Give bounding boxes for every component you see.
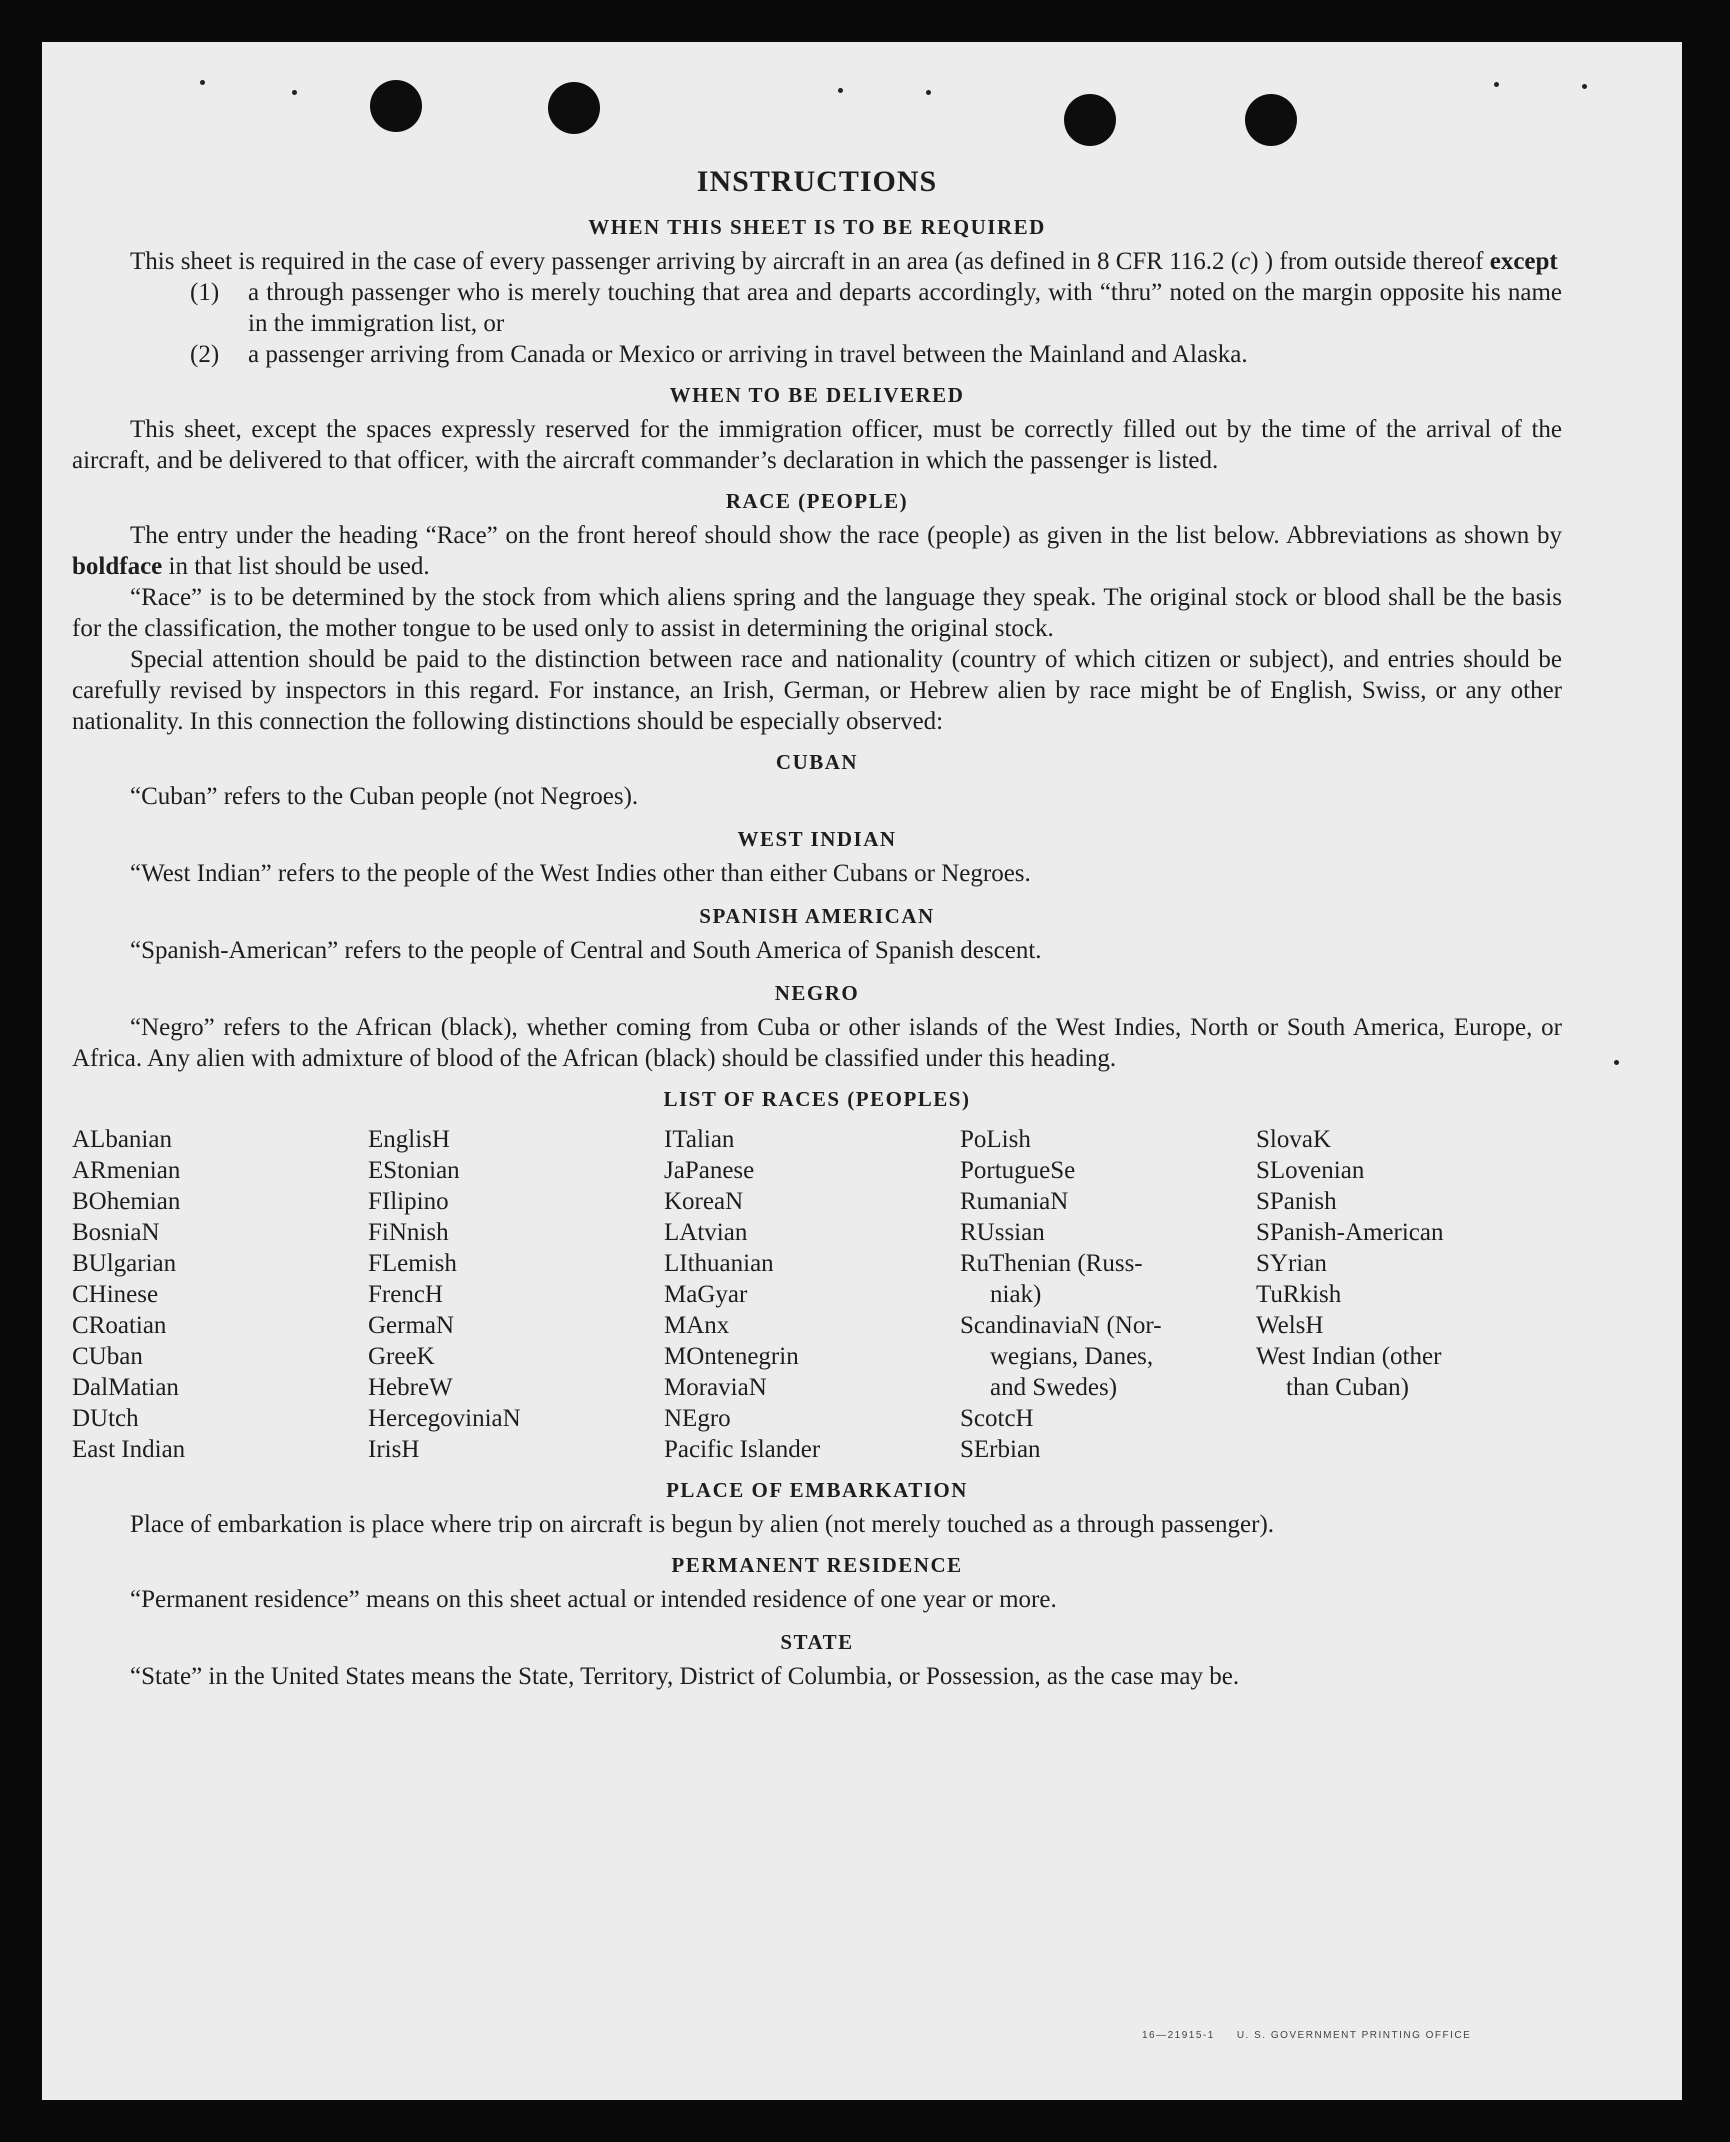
- race-entry: FiNnish: [368, 1219, 449, 1246]
- heading-race: RACE (PEOPLE): [725, 489, 909, 513]
- speck: [1494, 82, 1499, 87]
- punch-hole: [1064, 94, 1116, 146]
- west-indian-text: “West Indian” refers to the people of the West Indies other than either Cubans or Negroes.: [130, 860, 1031, 887]
- race-entry: DalMatian: [72, 1374, 179, 1401]
- heading-negro: NEGRO: [774, 981, 860, 1005]
- race-entry: ALbanian: [72, 1126, 172, 1153]
- race-entry: KoreaN: [664, 1188, 744, 1215]
- punch-hole: [548, 82, 600, 134]
- spanish-american-text: “Spanish-American” refers to the people of Central and South America of Spanish descent.: [130, 937, 1042, 964]
- race-entry: East Indian: [72, 1436, 186, 1463]
- heading-west-indian: WEST INDIAN: [737, 827, 897, 851]
- race-entry: RumaniaN: [960, 1188, 1069, 1215]
- race-entry: HercegoviniaN: [368, 1405, 521, 1432]
- state-text: “State” in the United States means the State, Territory, District of Columbia, or Possession, as the case may be.: [130, 1663, 1240, 1690]
- race-entry: NEgro: [664, 1405, 731, 1432]
- cuban-text: “Cuban” refers to the Cuban people (not Negroes).: [130, 783, 639, 810]
- race-entry: West Indian (other: [1256, 1343, 1442, 1370]
- residence-text: “Permanent residence” means on this sheet actual or intended residence of one year or more.: [130, 1586, 1057, 1613]
- heading-delivered: WHEN TO BE DELIVERED: [669, 383, 965, 407]
- races-column: [1256, 1124, 1552, 1465]
- speck: [926, 90, 931, 95]
- race-entry: ARmenian: [72, 1157, 181, 1184]
- heading-required: WHEN THIS SHEET IS TO BE REQUIRED: [588, 215, 1046, 239]
- printer-imprint: [1142, 2030, 1471, 2041]
- race-entry: MoraviaN: [664, 1374, 767, 1401]
- race-entry: WelsH: [1256, 1312, 1324, 1339]
- races-column: [72, 1124, 368, 1465]
- race-entry: SPanish: [1256, 1188, 1337, 1215]
- form-number: 16—21915-1: [1142, 2030, 1215, 2041]
- race-entry: IrisH: [368, 1436, 420, 1463]
- speck: [292, 90, 297, 95]
- race-entry: CRoatian: [72, 1312, 167, 1339]
- race-entry: BUlgarian: [72, 1250, 177, 1277]
- race-entry: SPanish-American: [1256, 1219, 1444, 1246]
- race-entry: than Cuban): [1286, 1374, 1409, 1401]
- embarkation-text: Place of embarkation is place where trip on aircraft is begun by alien (not merely touched as a through passenger).: [130, 1511, 1275, 1538]
- races-column: [960, 1124, 1256, 1465]
- speck: [1614, 1060, 1619, 1065]
- punch-hole: [370, 80, 422, 132]
- race-entry: CUban: [72, 1343, 143, 1370]
- heading-cuban: CUBAN: [775, 750, 859, 774]
- race-entry: LAtvian: [664, 1219, 748, 1246]
- heading-permanent-residence: PERMANENT RESIDENCE: [671, 1553, 963, 1577]
- race-entry: PortugueSe: [960, 1157, 1076, 1184]
- races-column: [664, 1124, 960, 1465]
- race-entry: SErbian: [960, 1436, 1041, 1463]
- race-entry: RuThenian (Russ-: [960, 1250, 1143, 1277]
- page-title: INSTRUCTIONS: [696, 165, 938, 198]
- heading-list-of-races: LIST OF RACES (PEOPLES): [663, 1087, 971, 1111]
- race-entry: GermaN: [368, 1312, 455, 1339]
- race-entry: MOntenegrin: [664, 1343, 799, 1370]
- races-list: [72, 1124, 1562, 1465]
- race-entry: EnglisH: [368, 1126, 450, 1153]
- race-entry: EStonian: [368, 1157, 460, 1184]
- race-entry: Pacific Islander: [664, 1436, 821, 1463]
- races-column: [368, 1124, 664, 1465]
- race-entry: FIlipino: [368, 1188, 449, 1215]
- negro-text: “Negro” refers to the African (black), whether coming from Cuba or other islands of the West Indies, North or South America, Europe, or Africa. Any alien with admixture of blood of the African (black) should be classified under this heading.: [72, 1014, 1562, 1072]
- exception-item: (2) a passenger arriving from Canada or Mexico or arriving in travel between the Mainland and Alaska.: [190, 341, 1248, 368]
- race-paragraph-2: “Race” is to be determined by the stock from which aliens spring and the language they speak. The original stock or blood shall be the basis for the classification, the mother tongue to be used only to assist in determining the original stock.: [72, 584, 1562, 642]
- required-intro: This sheet is required in the case of every passenger arriving by aircraft in an area (as defined in 8 CFR 116.2 (c) ) from outside thereof except: [130, 248, 1558, 275]
- punch-hole: [1245, 94, 1297, 146]
- race-entry: TuRkish: [1256, 1281, 1342, 1308]
- race-entry: DUtch: [72, 1405, 139, 1432]
- race-entry: GreeK: [368, 1343, 435, 1370]
- speck: [1582, 84, 1587, 89]
- race-entry: PoLish: [960, 1126, 1031, 1153]
- race-entry: MAnx: [664, 1312, 730, 1339]
- speck: [200, 80, 205, 85]
- delivered-text: This sheet, except the spaces expressly reserved for the immigration officer, must be correctly filled out by the time of the arrival of the aircraft, and be delivered to that officer, with the aircraft commander’s declaration in which the passenger is listed.: [72, 416, 1562, 474]
- race-entry: and Swedes): [990, 1374, 1118, 1401]
- race-entry: MaGyar: [664, 1281, 748, 1308]
- race-entry: JaPanese: [664, 1157, 755, 1184]
- race-entry: SYrian: [1256, 1250, 1327, 1277]
- printer-name: U. S. GOVERNMENT PRINTING OFFICE: [1236, 2030, 1472, 2041]
- race-entry: ScotcH: [960, 1405, 1034, 1432]
- race-entry: BosniaN: [72, 1219, 160, 1246]
- race-entry: BOhemian: [72, 1188, 181, 1215]
- race-entry: RUssian: [960, 1219, 1045, 1246]
- race-paragraph-1: The entry under the heading “Race” on the front hereof should show the race (people) as given in the list below. Abbreviations as shown by boldface in that list should be used.: [72, 522, 1562, 580]
- race-entry: wegians, Danes,: [990, 1343, 1154, 1370]
- race-entry: FLemish: [368, 1250, 457, 1277]
- speck: [838, 88, 843, 93]
- heading-embarkation: PLACE OF EMBARKATION: [666, 1478, 968, 1502]
- race-entry: LIthuanian: [664, 1250, 774, 1277]
- race-entry: ITalian: [664, 1126, 735, 1153]
- exception-item: (1) a through passenger who is merely touching that area and departs accordingly, with “thru” noted on the margin opposite his name in the immigration list, or: [190, 279, 1562, 337]
- instructions-content: [72, 162, 1562, 1692]
- heading-spanish-american: SPANISH AMERICAN: [699, 904, 935, 928]
- document-page: [42, 42, 1682, 2100]
- heading-state: STATE: [780, 1630, 854, 1654]
- race-entry: niak): [990, 1281, 1042, 1308]
- race-entry: SLovenian: [1256, 1157, 1365, 1184]
- race-entry: SlovaK: [1256, 1126, 1331, 1153]
- race-entry: FrencH: [368, 1281, 443, 1308]
- race-entry: CHinese: [72, 1281, 159, 1308]
- race-entry: ScandinaviaN (Nor-: [960, 1312, 1162, 1339]
- race-entry: HebreW: [368, 1374, 453, 1401]
- race-paragraph-3: Special attention should be paid to the distinction between race and nationality (country of which citizen or subject), and entries should be carefully revised by inspectors in this regard. For instance, an Irish, German, or Hebrew alien by race might be of English, Swiss, or any other nationality. In this connection the following distinctions should be especially observed:: [72, 646, 1562, 735]
